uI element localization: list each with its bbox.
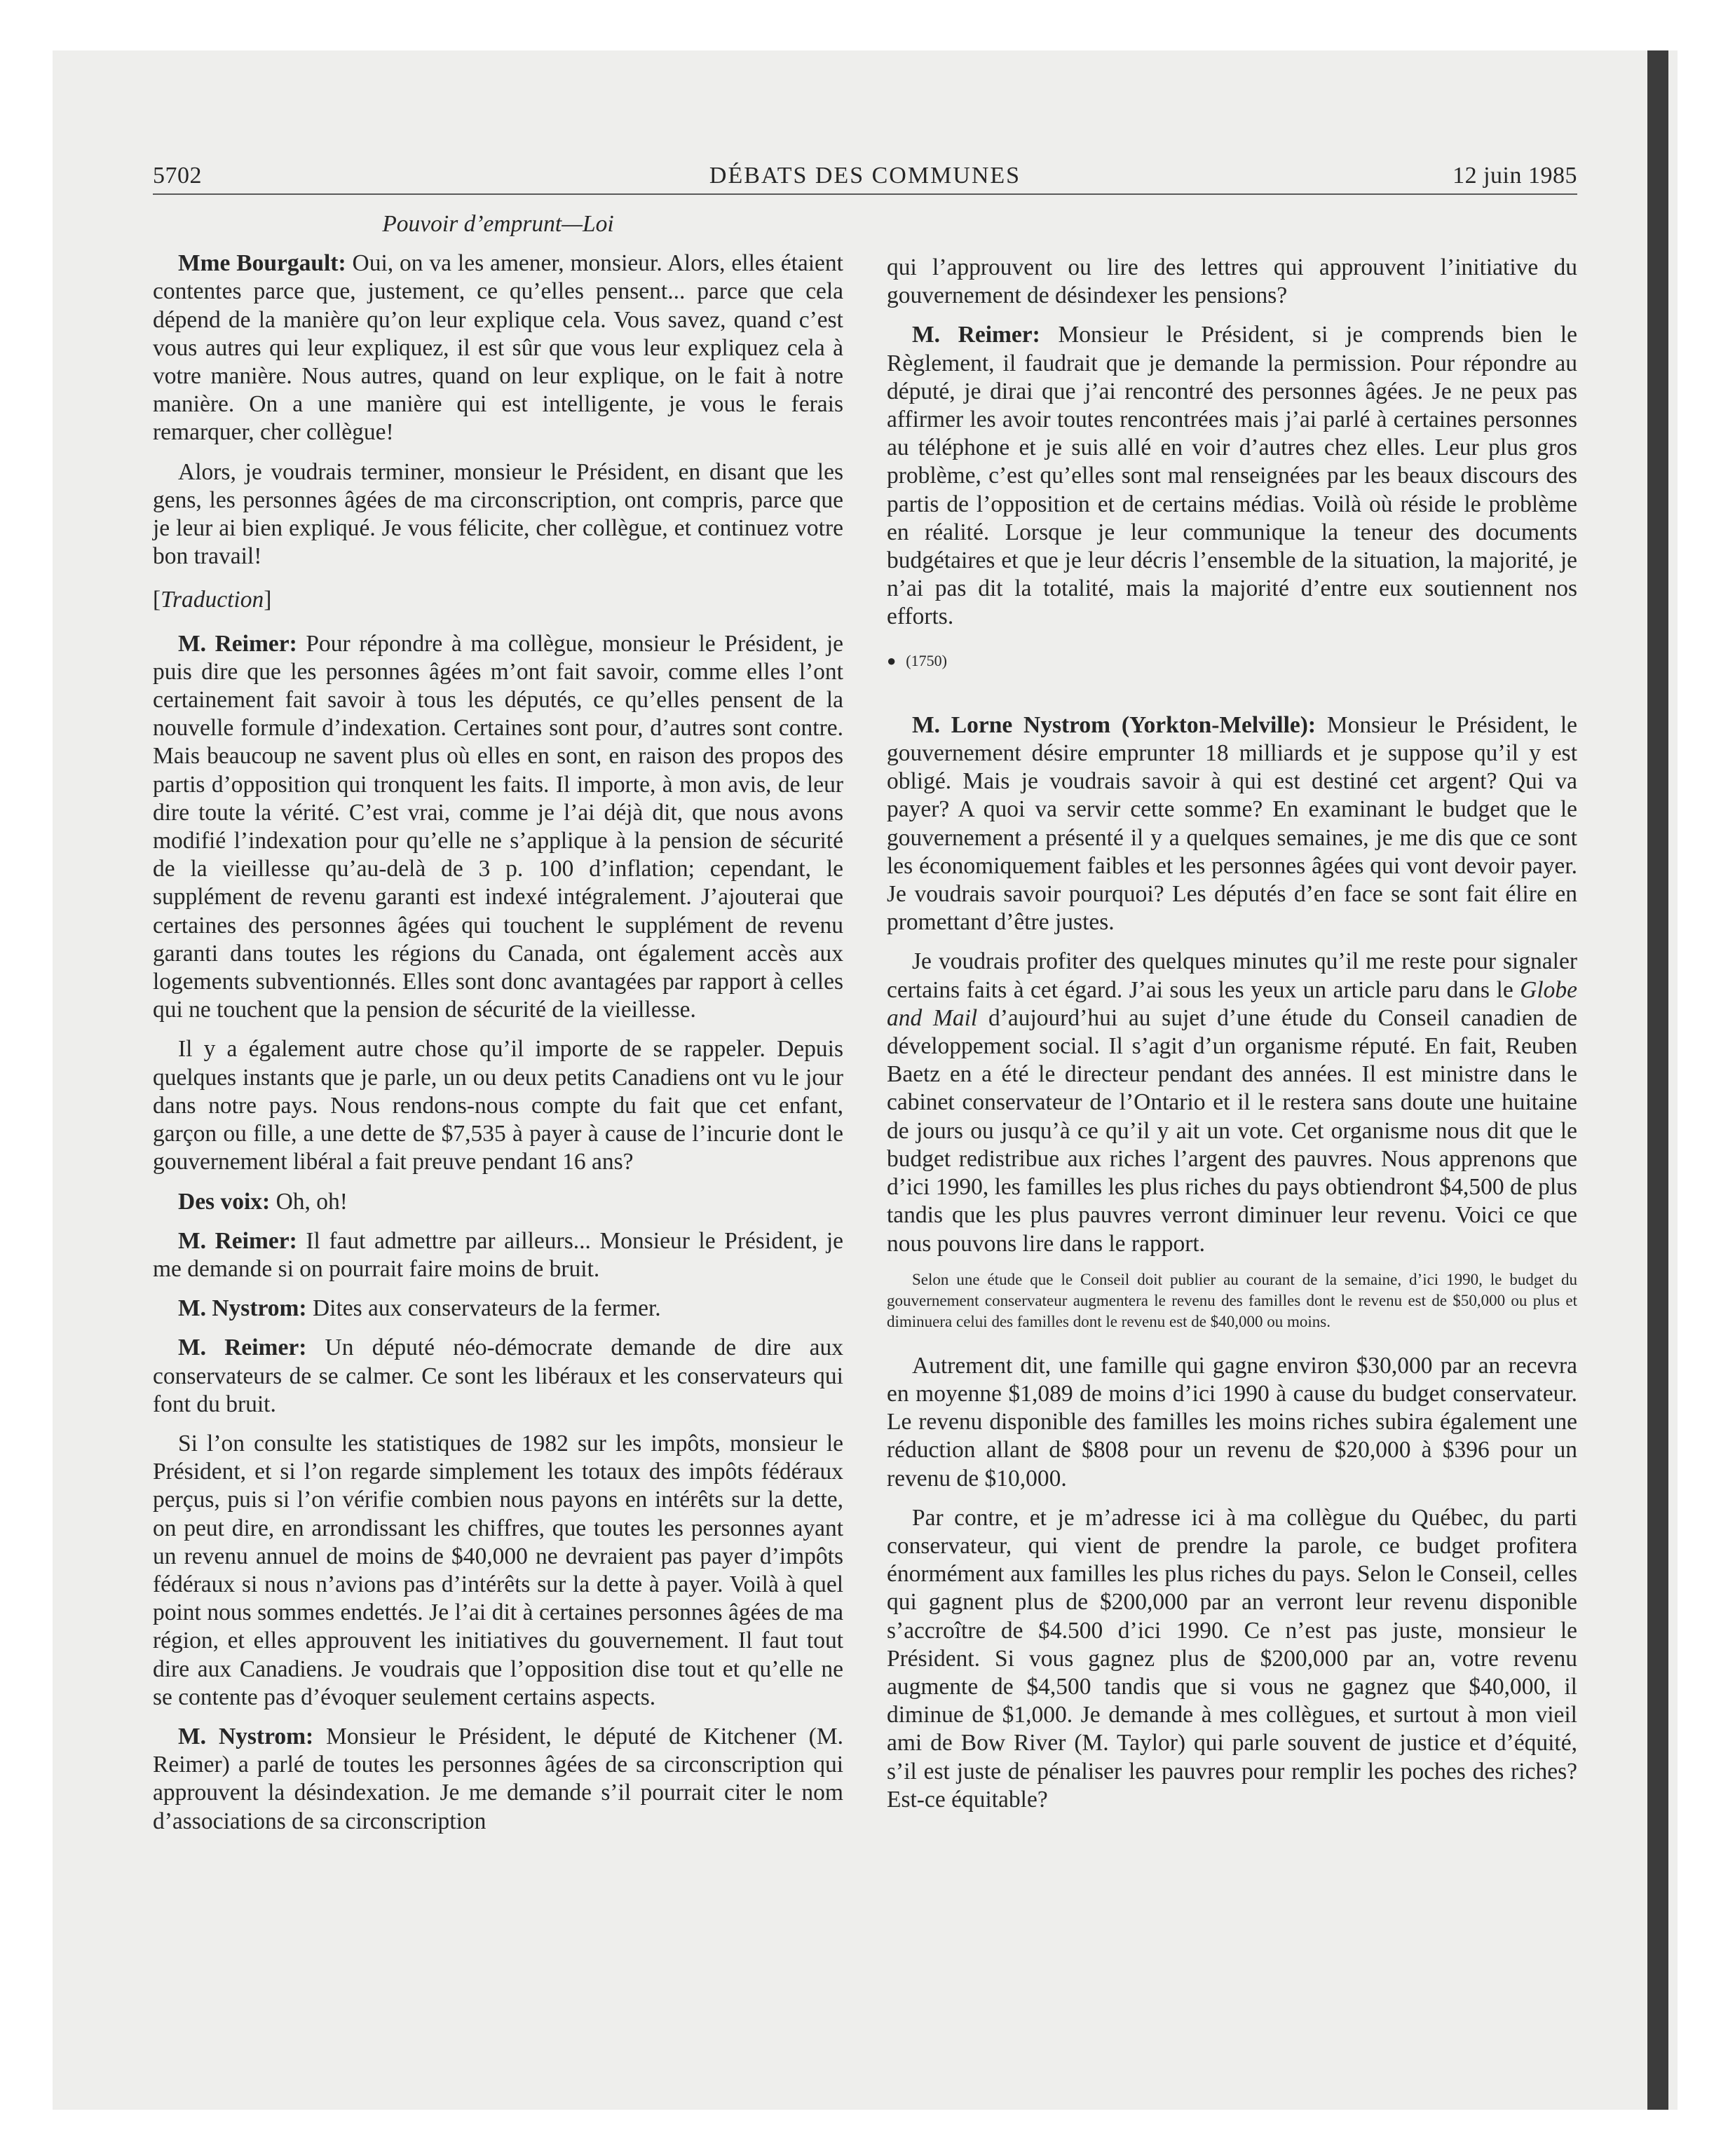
paragraph-text: Pour répondre à ma collègue, monsieur le Président, je puis dire que les personnes âgées m’ont fait savoir, comme elles l’ont certainement fait savoir à tous les députés, ce qu’elles pensent de la nouvelle formule d’indexation. Certaines sont pour, d’autres sont contre. Mais beaucoup ne savent plus où elles en sont, en raison des propos des partis d’opposition qui tronquent les faits. Il importe, à mon avis, de leur dire toute la vérité. C’est vrai, comme je l’ai déjà dit, que nous avons modifié l’indexation pour qu’elle ne s’applique à la pension de sécurité de la vieillesse qu’au-delà de 3 p. 100 d’inflation; cependant, le supplément de revenu garanti est indexé intégralement. J’ajouterai que certaines des personnes âgées qui touchent le supplément de revenu garanti dans toutes les régions du Canada, ont également accès aux logements subventionnés. Elles sont donc avantagées par rapport à celles qui ne touchent que la pension de sécurité de la vieillesse. [153, 630, 843, 1023]
block-quote: Selon une étude que le Conseil doit publier au courant de la semaine, d’ici 1990, le budget du gouvernement conservateur augmentera le revenu des familles dont le revenu est de $50,000 ou plus et diminuera celui des familles dont le revenu est de $40,000 ou moins. [887, 1270, 1577, 1330]
paragraph: Je voudrais profiter des quelques minutes qu’il me reste pour signaler certains faits à cet égard. J’ai sous les yeux un article paru dans le Globe and Mail d’aujourd’hui au sujet d’une étude du Conseil canadien de développement social. Il s’agit d’un organisme réputé. En fait, Reuben Baetz en a été le directeur pendant des années. Il est ministre dans le cabinet conservateur de l’Ontario et il le restera sans doute une huitaine de jours ou jusqu’à ce qu’il y ait un vote. Cet organisme nous dit que le budget redistribue aux riches l’argent des pauvres. Nous apprenons que d’ici 1990, les familles les plus riches du pays obtiendront $4,500 de plus tandis que les plus pauvres verront diminuer leur revenu. Voici ce que nous pouvons lire dans le rapport. [887, 948, 1577, 1257]
paragraph: qui l’approuvent ou lire des lettres qui approuvent l’initiative du gouvernement de désindexer les pensions? [887, 254, 1577, 309]
paragraph-text: Il faut admettre par ailleurs... Monsieur le Président, je me demande si on pourrait faire moins de bruit. [153, 1227, 843, 1282]
right-column [887, 254, 1577, 1825]
speaker-name: M. Reimer: [178, 1227, 297, 1254]
translation-marker: [Traduction] [153, 587, 272, 613]
speaker-name: M. Reimer: [178, 1335, 307, 1361]
speaker-name: M. Nystrom: [178, 1723, 314, 1749]
publication-title: DÉBATS DES COMMUNES [709, 163, 1021, 189]
paragraph [153, 1723, 843, 1836]
paragraph-text: Monsieur le Président, si je comprends bien le Règlement, il faudrait que je demande la permission. Pour répondre au député, je dirai que j’ai rencontré des personnes âgées. Je ne peux pas affirmer les avoir toutes rencontrées mais j’ai parlé à certaines personnes au téléphone et je suis allé en voir d’autres chez elles. Leur plus gros problème, c’est qu’elles sont mal renseignées par les beaux discours des partis de l’opposition et de certains médias. Voilà où réside le problème en réalité. Lorsque je leur communique la teneur des documents budgétaires et que je leur décris l’ensemble de la situation, la majorité, je n’ai pas dit la totalité, mais la majorité d’entre eux soutiennent nos efforts. [887, 322, 1577, 630]
left-column [153, 210, 843, 1847]
paragraph: Alors, je voudrais terminer, monsieur le Président, en disant que les gens, les personnes âgées de ma circonscription, ont compris, parce que je leur ai bien expliqué. Je vous félicite, cher collègue, et continuez votre bon travail! [153, 458, 843, 570]
paragraph-text: Monsieur le Président, le député de Kitchener (M. Reimer) a parlé de toutes les personnes âgées de sa circonscription qui approuvent la désindexation. Je me demande s’il pourrait citer le nom d’associations de sa circonscription [153, 1723, 843, 1834]
paragraph [153, 1227, 843, 1283]
paragraph-text: Oui, on va les amener, monsieur. Alors, elles étaient contentes parce que, justement, ce qu’elles pensent... parce que cela dépend de la manière qu’on leur explique cela. Vous savez, quand c’est vous autres qui leur expliquez, il est sûr que vous leur expliquez cela à votre manière. Nous autres, quand on leur explique, on le fait à notre manière. On a une manière qui est intelligente, je vous le ferais remarquer, cher collègue! [153, 250, 843, 446]
paragraph: Si l’on consulte les statistiques de 1982 sur les impôts, monsieur le Président, et si l’on regarde simplement les totaux des impôts fédéraux perçus, puis si l’on vérifie combien nous payons en intérêts sur la dette, on peut dire, en arrondissant les chiffres, que toutes les personnes ayant un revenu annuel de moins de $40,000 ne devraient pas payer d’impôts fédéraux si nous n’avions pas d’intérêts sur la dette à payer. Voilà à quel point nous sommes endettés. Je l’ai dit à certaines personnes âgées de ma région, et elles approuvent les initiatives du gouvernement. Il faut tout dire aux Canadiens. Je voudrais que l’opposition dise tout et qu’elle ne se contente pas d’évoquer seulement certains aspects. [153, 1430, 843, 1710]
paragraph: Il y a également autre chose qu’il importe de se rappeler. Depuis quelques instants que je parle, un ou deux petits Canadiens ont vu le jour dans notre pays. Nous rendons-nous compte du fait que cet enfant, garçon ou fille, a une dette de $7,535 à payer à cause de l’incurie dont le gouvernement libéral a fait preuve pendant 16 ans? [153, 1036, 843, 1175]
paragraph [153, 1188, 843, 1216]
binding-edge [1647, 50, 1668, 2110]
paragraph: Par contre, et je m’adresse ici à ma collègue du Québec, du parti conservateur, qui vient de prendre la parole, ce budget profitera énormément aux familles les plus riches du pays. Selon le Conseil, celles qui gagnent plus de $200,000 par an verront leur revenu disponible s’accroître de $4.500 d’ici 1990. Ce n’est pas juste, monsieur le Président. Si vous gagnez plus de $200,000 par an, votre revenu augmente de $4,500 tandis que si vous ne gagnez que $40,000, il diminue de $1,000. Je demande à mes collègues, et surtout à mon vieil ami de Bow River (M. Taylor) qui parle souvent de justice et d’équité, s’il est juste de pénaliser les pauvres pour remplir les poches des riches? Est-ce équitable? [887, 1504, 1577, 1813]
newspaper-title: Globe and Mail [887, 976, 1577, 1031]
time-stamp: ● (1750) [887, 651, 947, 669]
bullet-icon: ● [887, 651, 897, 669]
page-date: 12 juin 1985 [1452, 163, 1577, 189]
speaker-name: M. Reimer: [912, 322, 1040, 348]
paragraph [153, 1295, 843, 1323]
paragraph [153, 630, 843, 1025]
speaker-name: Mme Bourgault: [178, 250, 346, 277]
paragraph [887, 321, 1577, 631]
paragraph: Autrement dit, une famille qui gagne environ $30,000 par an recevra en moyenne $1,089 de moins d’ici 1990 à cause du budget conservateur. Le revenu disponible des familles les moins riches subira également une réduction allant de $808 pour un revenu de $20,000 à $396 pour un revenu de $10,000. [887, 1352, 1577, 1492]
page-number: 5702 [153, 163, 202, 189]
paragraph-text: Dites aux conservateurs de la fermer. [306, 1295, 661, 1322]
speaker-name: M. Lorne Nystrom (Yorkton-Melville): [912, 711, 1316, 738]
paragraph [887, 711, 1577, 937]
page-header [153, 163, 1577, 195]
speaker-name: Des voix: [178, 1188, 271, 1215]
paragraph-text: Oh, oh! [270, 1188, 348, 1215]
paragraph-text: Monsieur le Président, le gouvernement désire emprunter 18 milliards et je suppose qu’il y est obligé. Mais je voudrais savoir à qui est destiné cet argent? Qui va payer? A quoi va servir cette somme? En examinant le budget que le gouvernement a présenté il y a quelques semaines, je me dis que ce sont les économiquement faibles et les personnes âgées qui vont devoir payer. Je voudrais savoir pourquoi? Les députés d’en face se sont fait élire en promettant d’être justes. [887, 711, 1577, 936]
speaker-name: M. Reimer: [178, 630, 297, 657]
paragraph [153, 250, 843, 446]
paragraph-text: Un député néo-démocrate demande de dire aux conservateurs de se calmer. Ce sont les libéraux et les conservateurs qui font du bruit. [153, 1335, 843, 1417]
section-title: Pouvoir d’emprunt—Loi [382, 211, 614, 237]
speaker-name: M. Nystrom: [178, 1295, 307, 1322]
paragraph [153, 1334, 843, 1419]
